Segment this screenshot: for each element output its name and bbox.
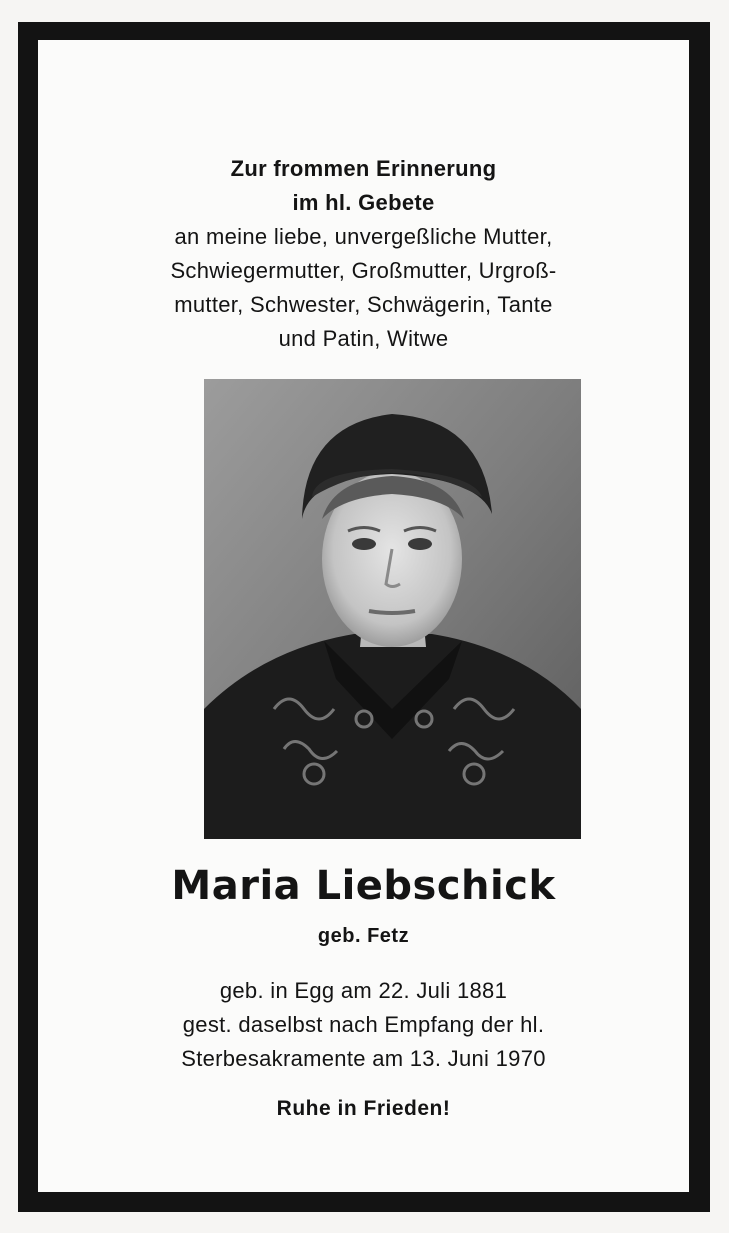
death-line: gest. daselbst nach Empfang der hl. xyxy=(182,1012,545,1037)
heading-line-1: Zur frommen Erinnerung xyxy=(230,156,497,181)
dedication-line: mutter, Schwester, Schwägerin, Tante xyxy=(174,292,553,317)
life-dates xyxy=(38,974,689,1076)
dedication-line: und Patin, Witwe xyxy=(278,326,449,351)
death-line-continued: Sterbesakramente am 13. Juni 1970 xyxy=(181,1046,546,1071)
maiden-name: geb. Fetz xyxy=(317,925,410,947)
deceased-name: Maria Liebschick xyxy=(171,863,556,909)
dedication-text xyxy=(38,152,689,356)
birth-line: geb. in Egg am 22. Juli 1881 xyxy=(219,978,508,1003)
memorial-card xyxy=(18,22,710,1212)
heading-line-2: im hl. Gebete xyxy=(292,190,435,215)
portrait-photo xyxy=(204,379,581,839)
closing-blessing: Ruhe in Frieden! xyxy=(276,1097,451,1120)
dedication-line: an meine liebe, unvergeßliche Mutter, xyxy=(174,224,553,249)
dedication-line: Schwiegermutter, Großmutter, Urgroß- xyxy=(170,258,557,283)
